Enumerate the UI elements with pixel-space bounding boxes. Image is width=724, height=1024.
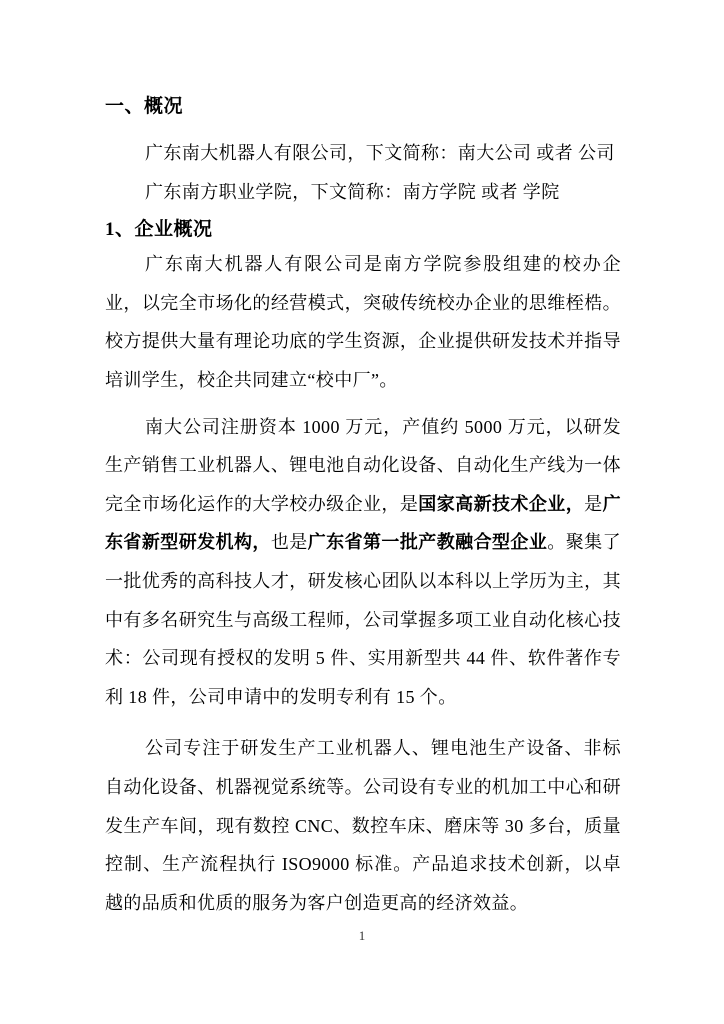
- sub-heading-enterprise-overview: 1、企业概况: [105, 219, 213, 241]
- bold-phrase-national-hightech-enterprise: 国家高新技术企业，: [418, 493, 585, 514]
- bold-phrase-industry-education-integration: 广东省第一批产教融合型企业: [307, 532, 548, 553]
- paragraph-products-equipment: 公司专注于研发生产工业机器人、锂电池生产设备、非标自动化设备、机器视觉系统等。公司设有专业的机加工中心和研发生产车间，现有数控 CNC、数控车床、磨床等 30 多台，质量控制、生产流程执行 ISO9000 标准。产品追求技术创新，以卓越的品质和优质的服务为客户创造更高的经济效益。: [105, 738, 621, 913]
- paragraph-company-profile: [105, 408, 621, 717]
- text-run-talent-patents: 。聚集了一批优秀的高科技人才，研发核心团队以本科以上学历为主，其中有多名研究生与高级工程师，公司掌握多项工业自动化核心技术：公司现有授权的发明 5 件、实用新型共 44 件、软件著作专利 18 件，公司申请中的发明专利有 15 个。: [105, 532, 621, 707]
- text-run-is: 是: [584, 493, 603, 514]
- section-heading-overview: 一、概况: [105, 96, 184, 117]
- paragraph-school-enterprise: 广东南大机器人有限公司是南方学院参股组建的校办企业，以完全市场化的经营模式，突破传统校办企业的思维桎梏。校方提供大量有理论功底的学生资源，企业提供研发技术并指导培训学生，校企共同建立“校中厂”。: [105, 254, 621, 390]
- intro-line-college: 广东南方职业学院，下文简称：南方学院 或者 学院: [145, 181, 560, 202]
- document-content: [105, 92, 621, 922]
- intro-line-company: 广东南大机器人有限公司，下文简称：南大公司 或者 公司: [145, 143, 615, 163]
- bold-phrase-guangdong-new-rnd-institution: 广东省新型研发机构，: [105, 493, 621, 553]
- text-run-capital: 南大公司注册资本 1000 万元，产值约 5000 万元，以研发生产销售工业机器人、锂电池自动化设备、自动化生产线为一体完全市场化运作的大学校办级企业，是: [105, 416, 621, 514]
- text-run-also-is: 也是: [270, 532, 308, 553]
- page-number: 1: [358, 928, 366, 943]
